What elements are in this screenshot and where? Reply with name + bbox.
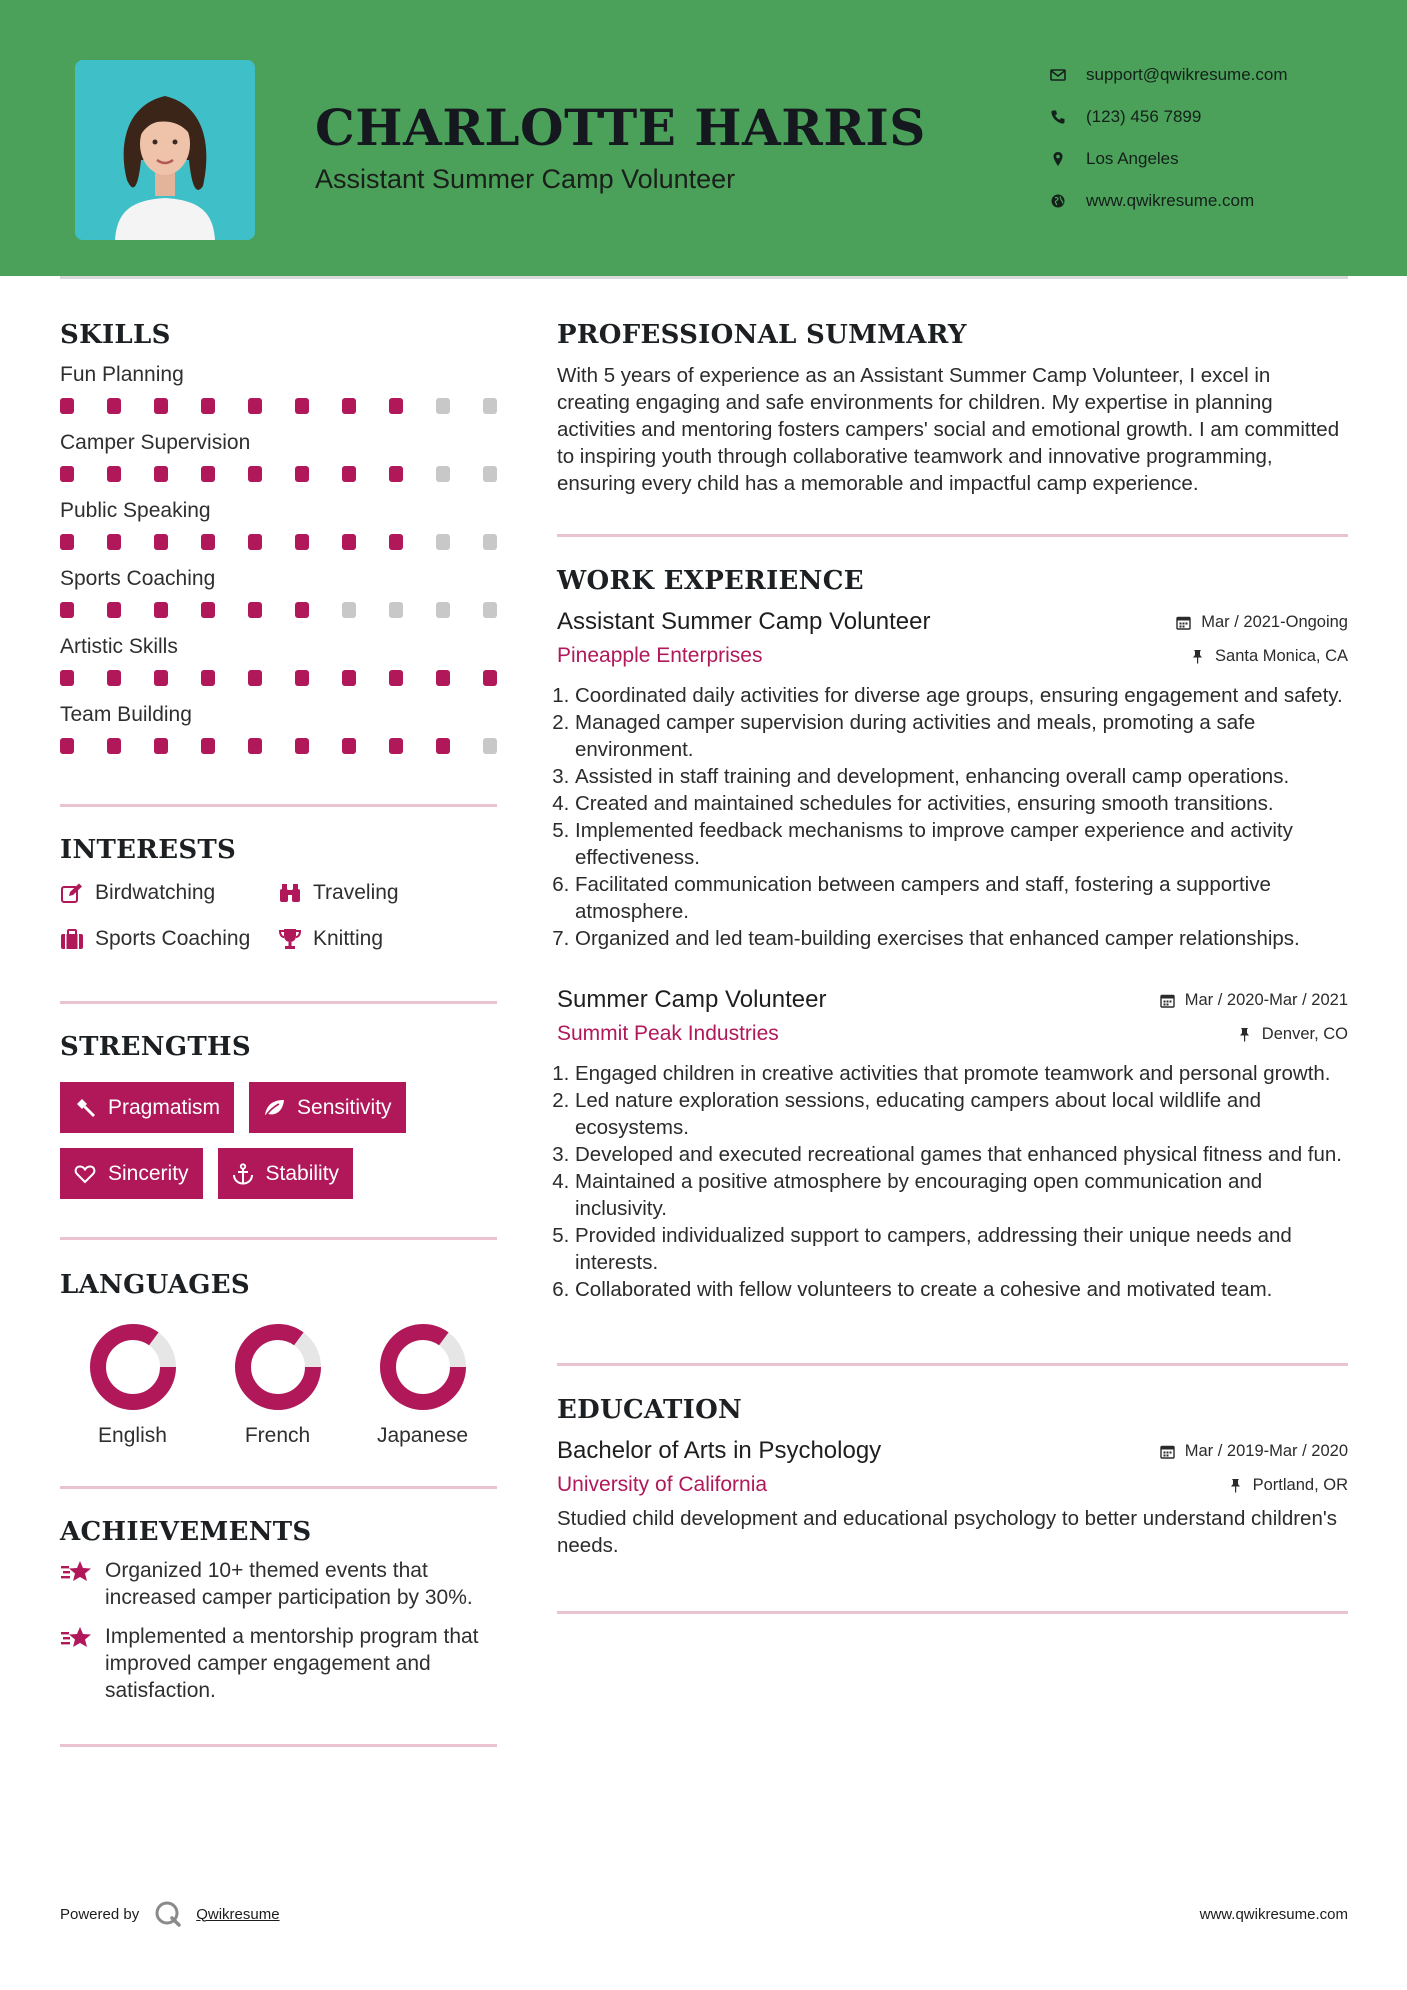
skill-dot-filled <box>60 602 74 618</box>
anchor-icon <box>232 1163 254 1185</box>
skill-dot-filled <box>248 398 262 414</box>
contact-website[interactable] <box>1050 180 1380 222</box>
section-divider <box>557 534 1348 537</box>
candidate-name: CHARLOTTE HARRIS <box>315 98 926 157</box>
summary-text: With 5 years of experience as an Assistant Summer Camp Volunteer, I excel in creating engaging and safe environments for children. My expertise in planning activities and mentoring fosters campers' social and emotional growth. I am committed to inspiring youth through collaborative teamwork and innovative programming, ensuring every child has a memorable and impactful camp experience. <box>557 364 1340 495</box>
job-title: Assistant Summer Camp Volunteer <box>557 608 931 635</box>
job-duty-item: 4. Created and maintained schedules for activities, ensuring smooth transitions. <box>575 790 1348 817</box>
skill-dot-filled <box>107 534 121 550</box>
skill-dot-empty <box>483 602 497 618</box>
job-duties-list <box>557 682 1348 952</box>
job-location <box>1190 647 1348 666</box>
achievement-text: Organized 10+ themed events that increased camper participation by 30%. <box>105 1559 473 1609</box>
binoculars-icon <box>278 882 302 904</box>
education-location <box>1228 1476 1348 1495</box>
skill-dot-filled <box>295 534 309 550</box>
skill-dot-empty <box>436 602 450 618</box>
language-item <box>350 1322 495 1448</box>
skill-dot-filled <box>295 602 309 618</box>
skill-dot-filled <box>154 466 168 482</box>
achievements-heading: ACHIEVEMENTS <box>60 1517 312 1547</box>
skill-dot-filled <box>248 670 262 686</box>
trophy-icon <box>278 928 302 950</box>
skill-row <box>60 496 497 550</box>
education-dates-text: Mar / 2019-Mar / 2020 <box>1184 1441 1348 1460</box>
section-divider <box>60 1237 497 1240</box>
pushpin-icon <box>1190 649 1205 664</box>
skill-name: Camper Supervision <box>60 431 251 454</box>
skill-dot-filled <box>154 670 168 686</box>
phone-icon <box>1050 109 1086 125</box>
skill-dot-empty <box>483 398 497 414</box>
skill-dot-filled <box>436 670 450 686</box>
strength-label: Sincerity <box>108 1161 189 1185</box>
achievement-item <box>60 1623 497 1704</box>
job-duty-item: 5. Provided individualized support to campers, addressing their unique needs and interests. <box>575 1222 1348 1276</box>
skill-dot-filled <box>201 398 215 414</box>
job-duty-item: 1. Coordinated daily activities for diverse age groups, ensuring engagement and safety. <box>575 682 1348 709</box>
skill-rating <box>60 398 497 414</box>
job-duty-item: 7. Organized and led team-building exercises that enhanced camper relationships. <box>575 925 1348 952</box>
job-location-text: Santa Monica, CA <box>1215 646 1348 665</box>
interest-item <box>60 879 278 907</box>
strength-tag <box>60 1148 203 1199</box>
skill-dot-filled <box>342 534 356 550</box>
language-proficiency-ring <box>88 1322 178 1412</box>
footer-powered-by <box>60 1900 280 1928</box>
skill-dot-filled <box>389 398 403 414</box>
contact-list <box>1050 54 1380 222</box>
education-dates <box>1160 1442 1348 1461</box>
pencil-square-icon <box>60 882 84 904</box>
calendar-icon <box>1176 615 1191 630</box>
languages-list <box>60 1322 497 1448</box>
skill-dot-filled <box>154 398 168 414</box>
strength-tag <box>218 1148 354 1199</box>
left-column <box>60 320 497 1747</box>
job-duties-list <box>557 1060 1348 1303</box>
skill-dot-filled <box>107 466 121 482</box>
skill-dot-filled <box>107 398 121 414</box>
contact-phone-text: (123) 456 7899 <box>1086 107 1202 126</box>
skill-dot-filled <box>154 602 168 618</box>
skill-dot-empty <box>389 602 403 618</box>
education-entry <box>557 1437 1348 1559</box>
school-name: University of California <box>557 1473 768 1496</box>
job-duty-item: 2. Led nature exploration sessions, educating campers about local wildlife and ecosystems. <box>575 1087 1348 1141</box>
pushpin-icon <box>1237 1027 1252 1042</box>
skill-name: Artistic Skills <box>60 635 178 658</box>
strength-tag <box>60 1082 234 1133</box>
job-entry <box>557 608 1348 952</box>
skill-dot-filled <box>248 534 262 550</box>
skill-dot-filled <box>107 670 121 686</box>
job-dates-text: Mar / 2020-Mar / 2021 <box>1184 990 1348 1009</box>
skill-dot-filled <box>248 466 262 482</box>
skill-dot-filled <box>389 466 403 482</box>
skill-dot-filled <box>201 738 215 754</box>
right-column <box>557 320 1348 1614</box>
company-name: Summit Peak Industries <box>557 1022 779 1045</box>
skill-dot-filled <box>483 670 497 686</box>
contact-email[interactable] <box>1050 54 1380 96</box>
language-proficiency-ring <box>378 1322 468 1412</box>
strength-tag <box>249 1082 406 1133</box>
skill-rating <box>60 466 497 482</box>
skill-dot-filled <box>248 602 262 618</box>
profile-photo <box>75 60 255 240</box>
contact-website-text: www.qwikresume.com <box>1086 191 1255 210</box>
candidate-role: Assistant Summer Camp Volunteer <box>315 164 736 194</box>
gavel-icon <box>74 1097 96 1119</box>
heart-icon <box>74 1163 96 1185</box>
skill-row <box>60 360 497 414</box>
strengths-heading: STRENGTHS <box>60 1032 251 1062</box>
job-duty-item: 3. Assisted in staff training and development, enhancing overall camp operations. <box>575 763 1348 790</box>
skill-dot-filled <box>342 466 356 482</box>
job-duty-item: 2. Managed camper supervision during activities and meals, promoting a safe environment. <box>575 709 1348 763</box>
language-proficiency-ring <box>233 1322 323 1412</box>
interest-label: Birdwatching <box>95 881 216 904</box>
skill-dot-filled <box>342 398 356 414</box>
skill-dot-filled <box>389 534 403 550</box>
calendar-icon <box>1160 993 1175 1008</box>
qwikresume-logo-icon <box>154 1900 182 1928</box>
degree-title: Bachelor of Arts in Psychology <box>557 1437 882 1464</box>
skill-dot-empty <box>483 466 497 482</box>
skill-dot-filled <box>201 466 215 482</box>
pushpin-icon <box>1228 1478 1243 1493</box>
skill-dot-filled <box>295 670 309 686</box>
job-entry <box>557 986 1348 1303</box>
skill-dot-filled <box>389 670 403 686</box>
skill-dot-filled <box>342 738 356 754</box>
languages-heading: LANGUAGES <box>60 1270 250 1300</box>
footer-website-link[interactable]: www.qwikresume.com <box>1199 1906 1348 1923</box>
skills-list <box>60 360 497 754</box>
education-location-text: Portland, OR <box>1252 1475 1348 1494</box>
star-burst-icon <box>60 1625 92 1651</box>
job-dates-text: Mar / 2021-Ongoing <box>1201 612 1348 631</box>
contact-email-text: support@qwikresume.com <box>1086 65 1288 84</box>
interest-label: Sports Coaching <box>95 927 251 950</box>
skill-row <box>60 632 497 686</box>
education-description: Studied child development and educational psychology to better understand children's needs. <box>557 1507 1338 1557</box>
skill-dot-empty <box>436 466 450 482</box>
briefcase-icon <box>60 928 84 950</box>
interests-heading: INTERESTS <box>60 835 237 865</box>
education-heading: EDUCATION <box>557 1395 743 1425</box>
leaf-icon <box>263 1097 285 1119</box>
skill-dot-filled <box>60 398 74 414</box>
skill-dot-empty <box>436 534 450 550</box>
job-dates <box>1176 613 1348 632</box>
skill-dot-filled <box>201 670 215 686</box>
strengths-list <box>60 1082 497 1199</box>
experience-heading: WORK EXPERIENCE <box>557 566 864 596</box>
star-burst-icon <box>60 1559 92 1585</box>
skill-dot-filled <box>154 738 168 754</box>
skills-heading: SKILLS <box>60 320 171 350</box>
skill-dot-filled <box>107 602 121 618</box>
qwikresume-link[interactable]: Qwikresume <box>196 1905 280 1923</box>
section-divider <box>60 1001 497 1004</box>
skill-dot-filled <box>295 398 309 414</box>
envelope-icon <box>1050 67 1086 83</box>
strength-label: Stability <box>265 1161 340 1185</box>
summary-heading: PROFESSIONAL SUMMARY <box>557 320 967 350</box>
skill-name: Public Speaking <box>60 499 211 522</box>
skill-dot-filled <box>60 670 74 686</box>
skill-row <box>60 564 497 618</box>
interest-item <box>60 925 278 953</box>
interest-label: Traveling <box>313 881 399 904</box>
skill-rating <box>60 534 497 550</box>
language-item <box>60 1322 205 1448</box>
contact-location <box>1050 138 1380 180</box>
section-divider <box>60 804 497 807</box>
section-divider <box>557 1363 1348 1366</box>
skill-dot-filled <box>154 534 168 550</box>
skill-dot-filled <box>60 466 74 482</box>
skill-rating <box>60 738 497 754</box>
skill-dot-filled <box>107 738 121 754</box>
powered-by-text: Powered by <box>60 1905 140 1923</box>
section-divider <box>60 1744 497 1747</box>
strength-label: Pragmatism <box>108 1095 221 1119</box>
skill-rating <box>60 602 497 618</box>
skill-dot-filled <box>436 738 450 754</box>
skill-dot-empty <box>342 602 356 618</box>
skill-name: Team Building <box>60 703 192 726</box>
job-duty-item: 5. Implemented feedback mechanisms to improve camper experience and activity effectiveness. <box>575 817 1348 871</box>
skill-dot-filled <box>201 534 215 550</box>
language-name: Japanese <box>376 1424 469 1447</box>
skill-row <box>60 428 497 482</box>
skill-dot-filled <box>295 466 309 482</box>
skill-dot-filled <box>60 534 74 550</box>
contact-phone[interactable] <box>1050 96 1380 138</box>
skill-dot-empty <box>483 738 497 754</box>
skill-dot-filled <box>201 602 215 618</box>
skill-dot-filled <box>248 738 262 754</box>
language-name: French <box>244 1424 311 1447</box>
skill-row <box>60 700 497 754</box>
skill-dot-filled <box>342 670 356 686</box>
skill-dot-filled <box>389 738 403 754</box>
section-divider <box>557 1611 1348 1614</box>
skill-dot-filled <box>295 738 309 754</box>
calendar-icon <box>1160 1444 1175 1459</box>
section-divider <box>60 1486 497 1489</box>
achievement-text: Implemented a mentorship program that improved camper engagement and satisfaction. <box>105 1625 479 1702</box>
map-marker-icon <box>1050 151 1086 167</box>
skill-dot-empty <box>436 398 450 414</box>
job-location-text: Denver, CO <box>1261 1024 1348 1043</box>
job-duty-item: 4. Maintained a positive atmosphere by encouraging open communication and inclusivity. <box>575 1168 1348 1222</box>
skill-rating <box>60 670 497 686</box>
language-name: English <box>98 1424 167 1447</box>
achievement-item <box>60 1557 497 1611</box>
skill-name: Sports Coaching <box>60 567 216 590</box>
skill-dot-filled <box>60 738 74 754</box>
globe-icon <box>1050 193 1086 209</box>
contact-location-text: Los Angeles <box>1086 149 1179 168</box>
skill-name: Fun Planning <box>60 363 184 386</box>
job-dates <box>1160 991 1348 1010</box>
skill-dot-empty <box>483 534 497 550</box>
interest-label: Knitting <box>313 927 384 950</box>
job-duty-item: 6. Facilitated communication between campers and staff, fostering a supportive atmosphere. <box>575 871 1348 925</box>
interest-item <box>278 879 497 907</box>
language-item <box>205 1322 350 1448</box>
achievements-list <box>60 1557 497 1704</box>
interest-item <box>278 925 497 953</box>
job-duty-item: 3. Developed and executed recreational games that enhanced physical fitness and fun. <box>575 1141 1348 1168</box>
job-title: Summer Camp Volunteer <box>557 986 827 1013</box>
strength-label: Sensitivity <box>297 1095 392 1119</box>
job-location <box>1237 1025 1348 1044</box>
job-duty-item: 1. Engaged children in creative activities that promote teamwork and personal growth. <box>575 1060 1348 1087</box>
company-name: Pineapple Enterprises <box>557 644 763 667</box>
job-duty-item: 6. Collaborated with fellow volunteers to create a cohesive and motivated team. <box>575 1276 1348 1303</box>
interests-list <box>60 879 497 953</box>
header-divider <box>60 276 1348 279</box>
